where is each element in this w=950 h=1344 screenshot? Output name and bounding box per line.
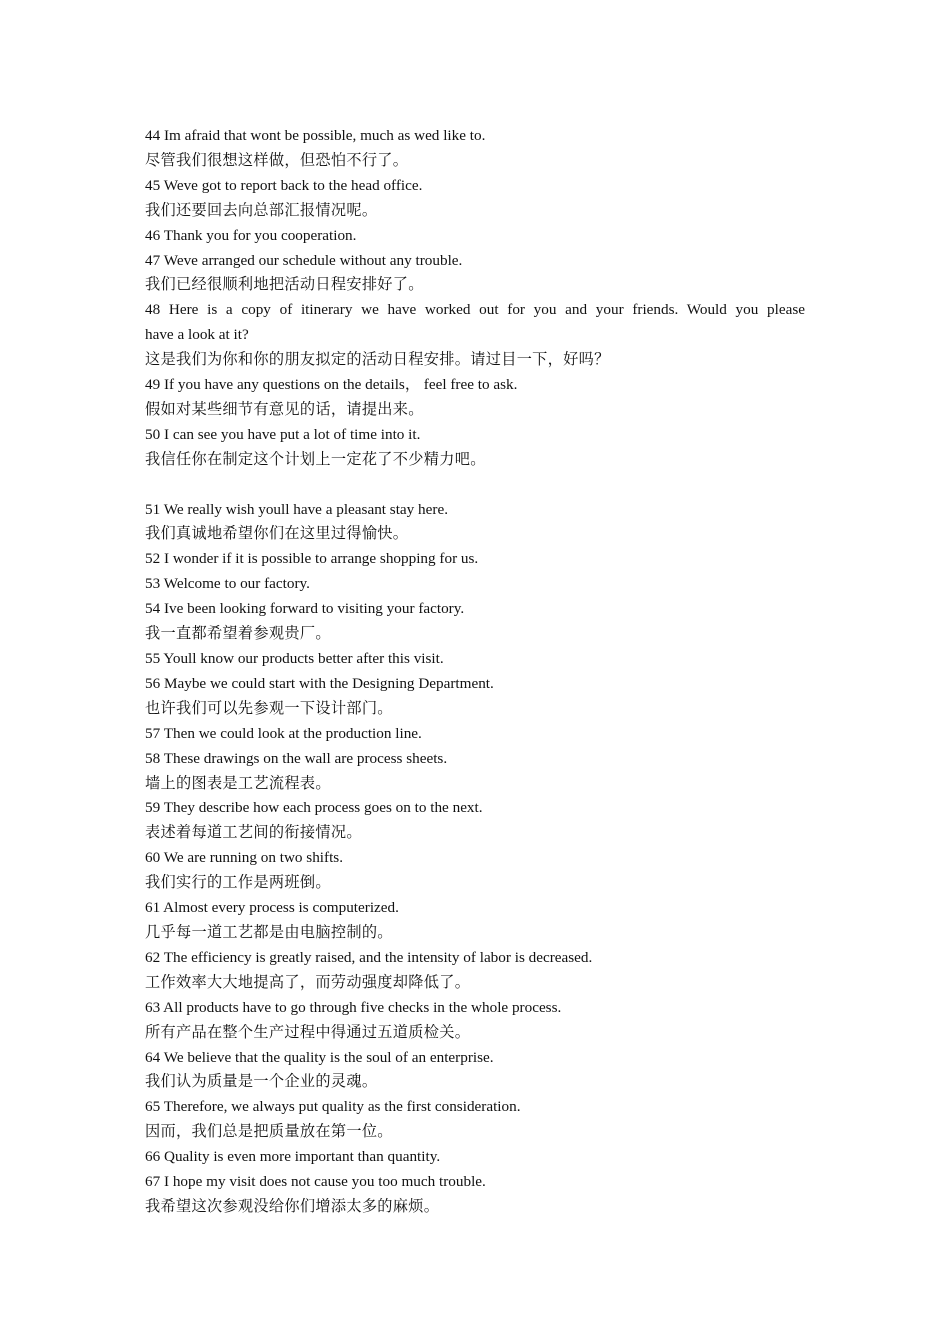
chinese-translation-line: 墙上的图表是工艺流程表。	[145, 774, 331, 792]
english-sentence-line: 47 Weve arranged our schedule without any trouble.	[145, 251, 463, 269]
chinese-translation-line: 我希望这次参观没给你们增添太多的麻烦。	[145, 1197, 440, 1215]
english-sentence-line: 52 I wonder if it is possible to arrange shopping for us.	[145, 550, 479, 568]
chinese-translation-line: 因而，我们总是把质量放在第一位。	[145, 1123, 393, 1141]
english-sentence-line: 55 Youll know our products better after this visit.	[145, 650, 444, 668]
chinese-translation-line: 我信任你在制定这个计划上一定花了不少精力吧。	[145, 450, 486, 468]
english-sentence-line: 64 We believe that the quality is the soul of an enterprise.	[145, 1048, 494, 1066]
english-sentence-line: 49 If you have any questions on the details， feel free to ask.	[145, 376, 518, 394]
english-sentence-line: 58 These drawings on the wall are process sheets.	[145, 749, 448, 767]
chinese-translation-line: 也许我们可以先参观一下设计部门。	[145, 699, 393, 717]
chinese-translation-line: 我们已经很顺利地把活动日程安排好了。	[145, 276, 424, 294]
english-sentence-line: 51 We really wish youll have a pleasant stay here.	[145, 500, 448, 518]
chinese-translation-line: 我们还要回去向总部汇报情况呢。	[145, 201, 378, 219]
english-sentence-line: 63 All products have to go through five checks in the whole process.	[145, 998, 562, 1016]
english-sentence-line: 59 They describe how each process goes on to the next.	[145, 799, 483, 817]
english-sentence-line: 66 Quality is even more important than quantity.	[145, 1148, 441, 1166]
english-sentence-line: have a look at it?	[145, 326, 249, 344]
blank-line	[145, 473, 805, 498]
english-sentence-line: 54 Ive been looking forward to visiting your factory.	[145, 600, 465, 618]
chinese-translation-line: 工作效率大大地提高了，而劳动强度却降低了。	[145, 973, 471, 991]
english-sentence-line: 62 The efficiency is greatly raised, and the intensity of labor is decreased.	[145, 948, 593, 966]
document-body	[145, 124, 805, 1220]
english-sentence-line: 50 I can see you have put a lot of time into it.	[145, 425, 421, 443]
chinese-translation-line: 几乎每一道工艺都是由电脑控制的。	[145, 923, 393, 941]
english-sentence-line: 60 We are running on two shifts.	[145, 849, 344, 867]
chinese-translation-line: 所有产品在整个生产过程中得通过五道质检关。	[145, 1023, 471, 1041]
english-sentence-line: 57 Then we could look at the production line.	[145, 724, 422, 742]
english-sentence-line: 56 Maybe we could start with the Designing Department.	[145, 674, 494, 692]
chinese-translation-line: 尽管我们很想这样做，但恐怕不行了。	[145, 151, 409, 169]
chinese-translation-line: 表述着每道工艺间的衔接情况。	[145, 824, 362, 842]
chinese-translation-line: 我一直都希望着参观贵厂。	[145, 625, 331, 643]
english-sentence-line: 53 Welcome to our factory.	[145, 575, 310, 593]
english-sentence-line: 46 Thank you for you cooperation.	[145, 226, 357, 244]
chinese-translation-line: 假如对某些细节有意见的话，请提出来。	[145, 400, 424, 418]
chinese-translation-line: 我们真诚地希望你们在这里过得愉快。	[145, 525, 409, 543]
english-sentence-line: 65 Therefore, we always put quality as the first consideration.	[145, 1098, 521, 1116]
chinese-translation-line: 我们实行的工作是两班倒。	[145, 874, 331, 892]
english-sentence-line: 44 Im afraid that wont be possible, much as wed like to.	[145, 127, 486, 144]
english-sentence-line: 48 Here is a copy of itinerary we have worked out for you and your friends. Would you please	[145, 301, 805, 319]
english-sentence-line: 67 I hope my visit does not cause you too much trouble.	[145, 1173, 486, 1191]
chinese-translation-line: 这是我们为你和你的朋友拟定的活动日程安排。请过目一下，好吗？	[145, 351, 610, 369]
english-sentence-line: 61 Almost every process is computerized.	[145, 899, 399, 917]
chinese-translation-line: 我们认为质量是一个企业的灵魂。	[145, 1073, 378, 1091]
english-sentence-line: 45 Weve got to report back to the head office.	[145, 176, 423, 194]
